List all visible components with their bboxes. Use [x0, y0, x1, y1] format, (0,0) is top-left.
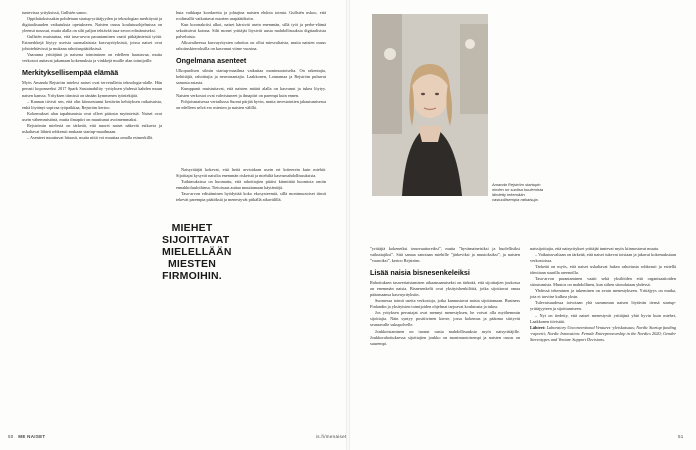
paragraph: tuntevissa yrityksissä, Gullstén sanoo. [22, 10, 88, 15]
paragraph: Tulevaisuudessa toivotaan yhä useamman naisen löytävän tiensä startup-yrittäjyyteen ja sijoittamiseen. [530, 300, 676, 312]
paragraph: Kun koronakriisi alkoi, naiset kärsivät usein enemmän, sillä työt ja perhe-elämä sekoittuivat kotona. Silti monet yrittäjät löysivät uusia mahdollisuuksia digitaalisista palveluista. [176, 22, 326, 40]
paragraph: Naisyrittäjät kokevat, että heitä arvioidaan usein eri kriteerein kuin miehiä. Sijoittajat kysyvät naisilta enemmän riskeistä ja miehiltä kasvumahdollisuuksista. [176, 166, 326, 178]
magazine-name: ME NAISET [18, 434, 46, 439]
paragraph: Alkuvaiheessa kasvuyritysten rahoitus on ollut miesvaltaista, mutta naisten osuus rahoituskierroksilla on kasvanut viime vuosina. [176, 40, 326, 52]
section-heading: Merkityksellisempää elämää [22, 68, 119, 78]
sources [530, 325, 676, 343]
portrait-illustration [372, 14, 488, 196]
paragraph: – Nyt on tiedetty, että naiset menestyvät yrittäjinä yhtä hyvin kuin miehet, Laakkonen tiivistää. [530, 312, 676, 324]
sources-text: Laboratory Unconventional Ventures -yleiskatsaus; Nordic Startup funding -raportti; Nordic Innovation: Female Entrepreneurship in the Nordics 2020; Gender Stereotypes and Venture Support Decisions. [530, 324, 676, 342]
paragraph: Gullstén muistuttaa, että tasa-arvon parantaminen vaatii pitkäjänteistä työtä. Esimerkkejä löytyy useista suomalaisista kasvuyrityksistä, joissa naiset ovat johtotehtävissä ja mukana rahoituspäätöksissä. [22, 34, 162, 52]
paragraph: naissijoittajia, että naisyritykset yrittäjät tuntevat myös kiinnostavat muuta. [530, 246, 660, 251]
paragraph: Tutkimuksissa on huomattu, että rahoittajien pitäisi kiinnittää huomiota omiin ennakkoluuloihinsa. Tietoisuus auttaa muuttamaan käytäntöjä. [176, 178, 326, 190]
folio-left [8, 434, 45, 439]
paragraph: – Vaikutusvaltaan on tärkeää, että naiset tukevat toisiaan ja jakavat kokemuksiaan verkostoissa. [530, 252, 676, 264]
paragraph: huta vaikkapa koodareita ja johtajina naisten ehdota toimia. Gullstén uskoo, että roolimallit vaikuttavat nuorten urapäätöksiin. [176, 10, 326, 22]
paragraph: Tärkeää on myös, että naiset uskaltavat hakea rahoitusta rohkeasti ja esitellä ideoitaan suurilla areenoilla. [530, 264, 676, 276]
paragraph: Joukkoistaminen on tuonut uusia mahdollisuuksia myös naisyrittäjille. Joukkorahoituksessa sijoittajien joukko on monimuotoisempi ja naisten osuus on suurempi. [370, 328, 520, 346]
page-number-left: 50 [8, 434, 14, 439]
paragraph: Tasa-arvon edistäminen hyödyttää koko ekosysteemiä, sillä monimuotoiset tiimit tekevät parempia päätöksiä ja menestyvät pitkällä aikavälillä. [176, 190, 326, 202]
paragraph: Kokemukset alan tapahtumista ovat olleet pääosin myönteisiä. Naiset ovat usein vähemmistönä, mutta ilmapiiri on muuttunut avoimemmaksi. [22, 110, 162, 122]
paragraph: ”yrittäjiä kokeneiksi innovaattoreiksi”, mutta ”hyvämaineisiksi ja huolellisiksi vaikuttajiksi”. Sitä samaa sanotaan miehille ”järkeviksi ja muutoksiksi”, ja naisten ”vaaroiksi”, kertoo Rejström. [370, 246, 520, 264]
paragraph: Kumppanit muistuttavat, että naisten määrä alalla on kasvanut ja tukea löytyy. Naisten verkostot ovat vahvistuneet ja ilmapiiri on parempi kuin ennen. [176, 86, 326, 98]
page-gutter [346, 0, 350, 450]
left-column-1 [22, 10, 162, 141]
right-column-2 [530, 246, 676, 343]
paragraph: Ulkopuolisen silmin startup-maailma vaikuttaa monimuotoiselta. On rakentajia, kehittäjiä, rahoittajia ja neuvonantajia. Laakkonen, Lounamaa ja Rejström puhuvat samasta asiasta. [176, 68, 326, 86]
right-column-1 [370, 246, 520, 347]
left-column-2 [176, 10, 326, 203]
page-number-right: 51 [678, 434, 684, 439]
paragraph: Vaaranna yrittäjänä ja naisena toimiminen on edelleen haastavaa, mutta verkostot auttavat jakamaan kokemuksia ja vinkkejä muille alan toimijoille. [22, 52, 162, 64]
paragraph: Yhdessä tekeminen ja tukeminen on avain menestykseen. Yrittäjyys on matka, jota ei tarvitse kulkea yksin. [530, 288, 676, 300]
portrait-photo [372, 14, 488, 196]
paragraph: Oppilaitoksissakin pohdetaan startup-yrittäjyyden ja teknologian merkitystä ja digitaalisuuden vaikutuksia opetukseen. Naisten osuus koulutusohjelmissa on yleensä noussut, mutta alalla on silti paljon tehtävää tasa-arvon edistämiseksi. [22, 16, 162, 34]
paragraph: Tasa-arvon parantaminen vaatii sekä yksilöiden että organisaatioiden sitoutumista. Muutos on mahdollinen, kun siihen sitoudutaan yhdessä. [530, 276, 676, 288]
photo-caption: Amanda Rejström startupin nimien on suolisa kuulemista lähdetty tekemään vastuullisempia ratkaisuja. [492, 182, 544, 202]
pull-quote: MIEHET SIJOITTAVAT MIELELLÄÄN MIESTEN FIRMOIHIN. [162, 222, 232, 282]
paragraph: Rahoituksen tasavertaistamisen aikaansaamiseksi on tärkeää, että sijoittajien joukossa on enemmän naisia. Bisnesenkelit ovat yksityishenkilöitä, jotka sijoittavat omaa pääomaansa kasvuyrityksiin. [370, 280, 520, 298]
paragraph: Jos yrityksen perustajat ovat mennyt menestyksen, he voivat olla myöhemmin sijoittajia. Näin syntyy positiivinen kierre, jossa kokemus ja pääoma siirtyvät seuraavalle sukupolvelle. [370, 310, 520, 328]
pullquote-spacer [176, 111, 326, 167]
paragraph: Suomessa toimii useita verkostoja, jotka kannustavat naisia sijoittamaan. Business Finlandin ja yksityisten toimijoiden ohjelmat tarjoavat koulutusta ja tukea. [370, 298, 520, 310]
paragraph: – Kannan tiivisti sen, että olin kiinnostunut kestävän kehityksen ratkaisuista, enkä löytänyt sopivaa työpaikkaa, Rejström kertoo. [22, 98, 162, 110]
paragraph: Pohjoismaisessa vertailussa Suomi pärjää hyvin, mutta investointien jakautumisessa on edelleen selvä ero miesten ja naisten välillä. [176, 98, 326, 110]
sources-label: Lähteet: [530, 324, 546, 330]
paragraph: Myös Amanda Rejström mielesi naiset ovat tervetulleita teknologia-alalle. Hän perusti koponseeksi 2017 Spark Sustainability -yrityksen yhdessä kahden muun naisen kanssa. Yrityksen tiimissä on tänään kymmenen työntekijää. [22, 80, 162, 98]
section-heading: Lisää naisia bisnesenkeleiksi [370, 268, 470, 278]
paragraph: – Asenteet muuttuvat hitaasti, mutta niitä voi muuttaa omalla esimerkillä. [27, 134, 154, 140]
folio-url: is.fi/menaiset [316, 434, 347, 439]
paragraph: Rejströmin mielestä on tärkeää, että nuoret naiset näkevät esikuvia ja uskaltavat lähteä rohkeasti mukaan startup-maailmaan. [22, 122, 162, 134]
section-heading: Ongelmana asenteet [176, 56, 247, 66]
